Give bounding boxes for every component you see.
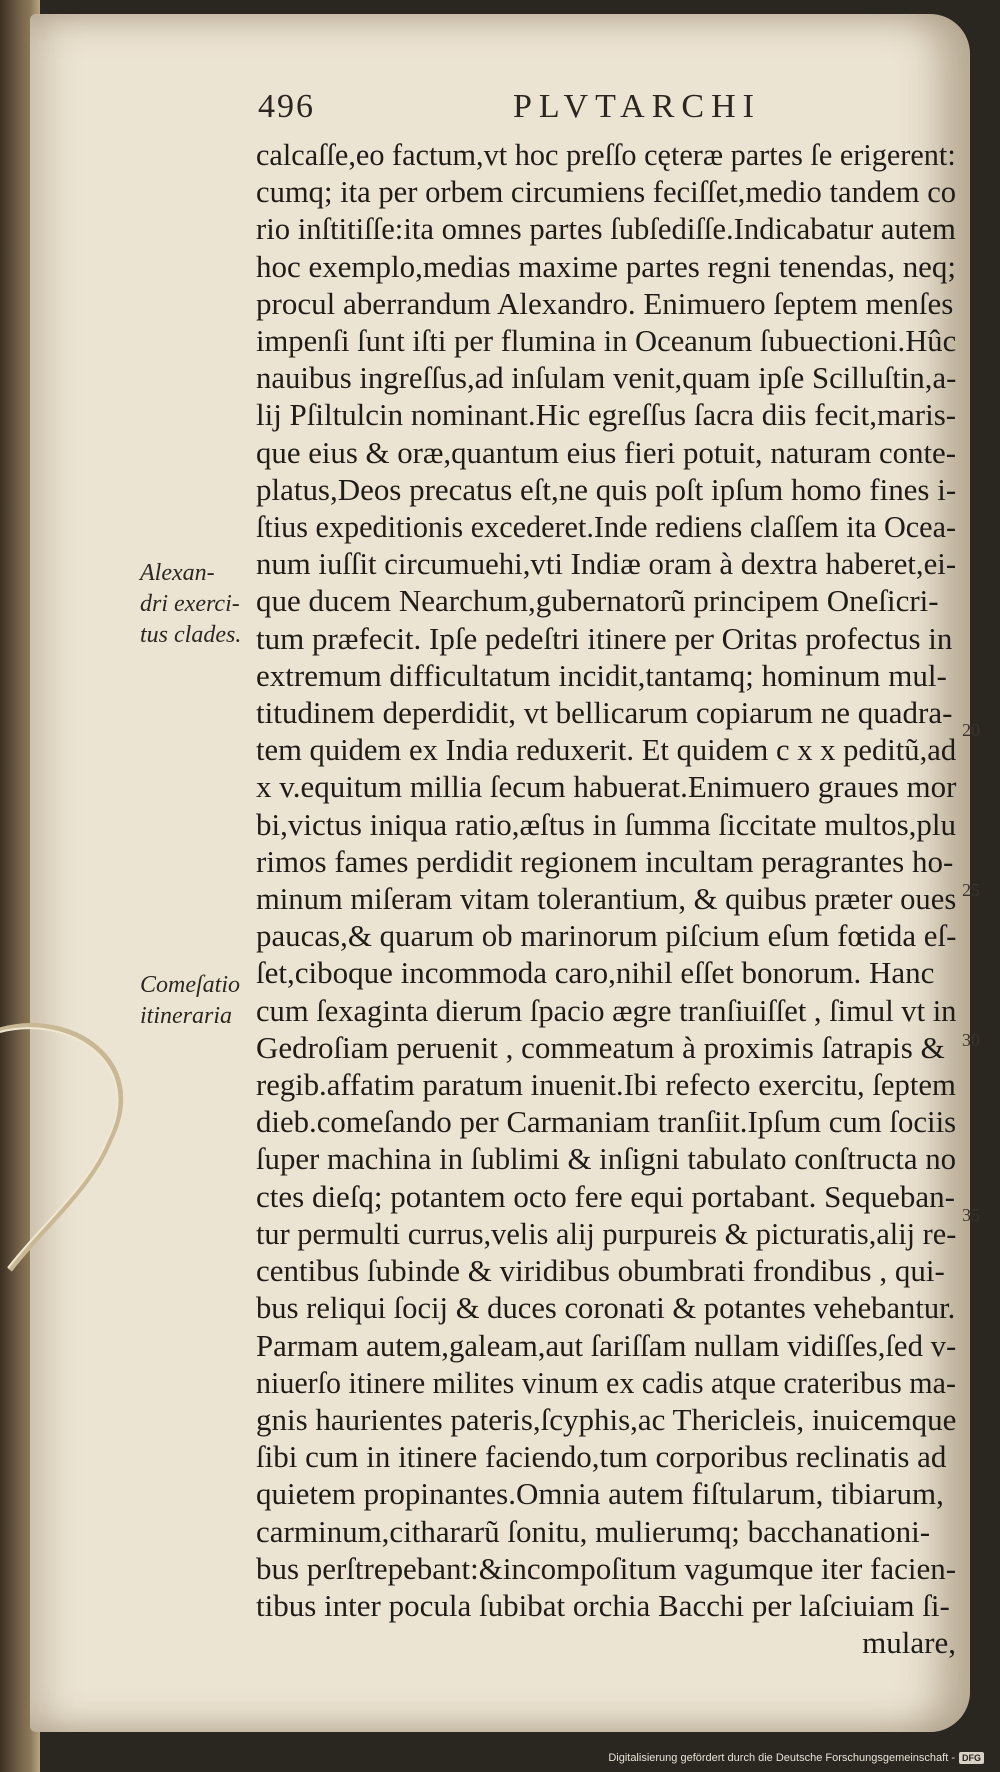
page-number: 496 <box>258 88 315 125</box>
text-line: impenſi ſunt iſti per flumina in Oceanum ſubuectioni.Hûc <box>256 323 957 359</box>
text-line: quietem propinantes.Omnia autem fiſtularum, tibiarum, <box>256 1476 944 1512</box>
text-line: nauibus ingreſſus,ad inſulam venit,quam ipſe Scilluſtin,a- <box>256 360 957 396</box>
line-number-marker: 20 <box>962 720 980 740</box>
text-line: hoc exemplo,medias maxime partes regni tenendas, neq; <box>256 248 957 284</box>
margin-note-line: dri exerci- <box>140 591 240 617</box>
text-line: tem quidem ex India reduxerit. Et quidem c x x peditũ,ad <box>256 732 957 768</box>
text-line: titudinem deperdidit, vt bellicarum copiarum ne quadra- <box>256 695 953 731</box>
running-title: PLVTARCHI <box>513 88 761 125</box>
margin-note-line: tus clades. <box>140 622 242 648</box>
text-line: paucas,& quarum ob marinorum piſcium eſum fœtida eſ- <box>256 918 957 954</box>
text-line: ſibi cum in itinere faciendo,tum corporibus reclinatis ad <box>256 1439 947 1475</box>
text-line: centibus ſubinde & viridibus obumbrati frondibus , qui- <box>256 1253 945 1289</box>
line-number-marker: 35 <box>962 1205 980 1225</box>
text-line: mulare, <box>862 1625 956 1661</box>
text-line: extremum difficultatum incidit,tantamq; hominum mul- <box>256 657 947 693</box>
text-line: que ducem Nearchum,gubernatorũ principem Oneſicri- <box>256 583 939 619</box>
digitization-footer <box>608 1752 984 1764</box>
text-line: ſtius expeditionis excederet.Inde rediens claſſem ita Ocea- <box>256 509 957 545</box>
text-line: platus,Deos precatus eſt,ne quis poſt ipſum homo fines i- <box>256 471 957 507</box>
text-line: x v.equitum millia ſecum habuerat.Enimuero graues mor <box>256 769 957 805</box>
margin-note-line: itineraria <box>140 1003 233 1029</box>
text-line: Parmam autem,galeam,aut ſariſſam nullam vidiſſes,ſed v- <box>256 1327 957 1363</box>
text-line: tibus inter pocula ſubibat orchia Bacchi per laſciuiam ſi- <box>256 1587 950 1623</box>
text-line: tum præfecit. Ipſe pedeſtri itinere per Oritas profectus in <box>256 620 953 656</box>
text-line: tur permulti currus,velis alij purpureis & picturatis,alij re- <box>256 1215 957 1251</box>
margin-note-line: Alexan- <box>140 560 215 586</box>
text-line: gnis haurientes pateris,ſcyphis,ac Thericleis, inuicemque <box>256 1401 957 1437</box>
text-line: rimos fames perdidit regionem incultam peragrantes ho- <box>256 843 954 879</box>
dfg-logo: DFG <box>959 1752 984 1764</box>
text-line: bus reliqui ſocij & duces coronati & potantes vehebantur. <box>256 1290 956 1326</box>
text-line: bus perſtrepebant:&incompoſitum vagumque iter facien- <box>256 1550 957 1586</box>
text-line: ſet,ciboque incommoda caro,nihil eſſet bonorum. Hanc <box>256 955 935 991</box>
text-line: Gedroſiam peruenit , commeatum à proximis ſatrapis & <box>256 1029 945 1065</box>
text-line: niuerſo itinere milites vinum ex cadis atque crateribus ma- <box>256 1364 956 1400</box>
text-line: lij Pſiltulcin nominant.Hic egreſſus ſacra diis fecit,maris- <box>256 397 957 433</box>
text-line: dieb.comeſando per Carmaniam tranſiit.Ipſum cum ſociis <box>256 1104 957 1140</box>
line-number-marker: 30 <box>962 1030 980 1050</box>
text-line: ſuper machina in ſublimi & inſigni tabulato conſtructa no <box>256 1141 957 1177</box>
text-line: procul aberrandum Alexandro. Enimuero ſeptem menſes <box>256 285 954 321</box>
margin-note-comesatio <box>140 970 270 1032</box>
bookmark-ribbon <box>0 1000 130 1280</box>
margin-note-alexandri-clades <box>140 558 270 651</box>
margin-note-line: Comeſatio <box>140 972 240 998</box>
text-line: carminum,cithararũ ſonitu, mulierumq; bacchanationi- <box>256 1513 931 1549</box>
main-text-block <box>256 136 956 1661</box>
text-line: ctes dieſq; potantem octo fere equi portabant. Sequeban- <box>256 1178 955 1214</box>
text-line: calcaſſe,eo factum,vt hoc preſſo cęteræ partes ſe erigerent: <box>256 137 956 172</box>
text-line: regib.affatim paratum inuenit.Ibi refecto exercitu, ſeptem <box>256 1067 956 1103</box>
text-line: minum miſeram vitam tolerantium, & quibus præter oues <box>256 881 957 917</box>
text-line: rio inſtitiſſe:ita omnes partes ſubſediſſe.Indicabatur autem <box>256 211 956 247</box>
footer-credit: Digitalisierung gefördert durch die Deutsche Forschungsgemeinschaft - <box>608 1752 955 1764</box>
text-line: num iuſſit circumuehi,vti Indiæ oram à dextra haberet,ei- <box>256 546 957 582</box>
line-number-marker: 25 <box>962 880 980 900</box>
text-line: bi,victus iniqua ratio,æſtus in ſumma ſiccitate multos,plu <box>256 806 956 842</box>
text-line: cum ſexaginta dierum ſpacio ægre tranſiuiſſet , ſimul vt in <box>256 992 957 1028</box>
text-line: cumq; ita per orbem circumiens feciſſet,medio tandem co <box>256 174 957 210</box>
text-line: que eius & oræ,quantum eius fieri potuit, naturam conte- <box>256 434 957 470</box>
